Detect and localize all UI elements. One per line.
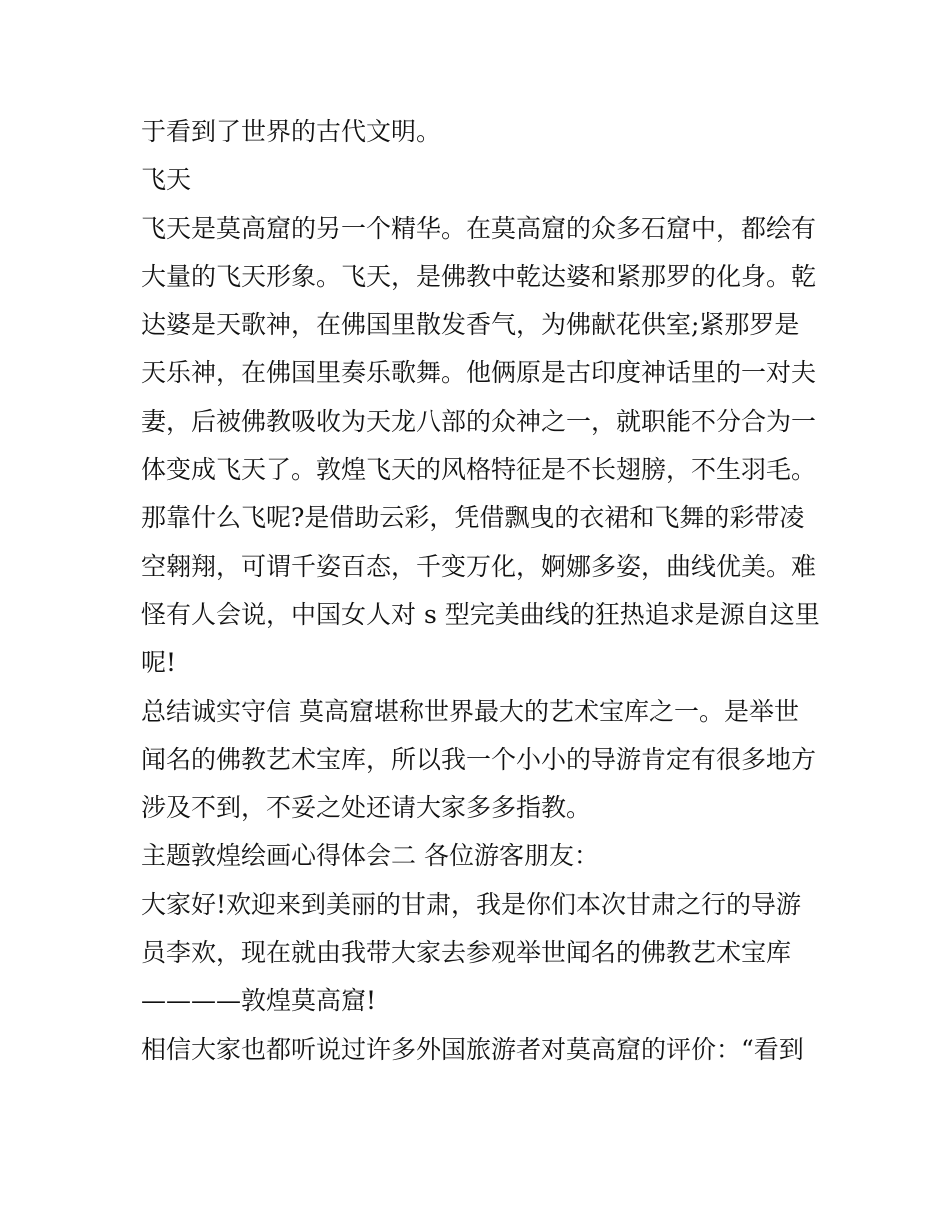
text-line: 大家好!欢迎来到美丽的甘肃，我是你们本次甘肃之行的导游 [141,889,802,919]
text-line: 达婆是天歌神，在佛国里散发香气，为佛献花供室;紧那罗是 [141,310,800,340]
text-line: 于看到了世界的古代文明。 [141,117,442,146]
text-line: 体变成飞天了。敦煌飞天的风格特征是不长翅膀，不生羽毛。 [141,455,817,485]
text-line: 空翱翔，可谓千姿百态，千变万化，婀娜多姿，曲线优美。难 [141,551,817,581]
text-line: ————敦煌莫高窟! [141,986,377,1016]
text-line: 相信大家也都听说过许多外国旅游者对莫高窟的评价：“看到 [141,1034,804,1064]
text-line: 飞天是莫高窟的另一个精华。在莫高窟的众多石窟中，都绘有 [141,213,817,243]
text-line: 怪有人会说，中国女人对 s 型完美曲线的狂热追求是源自这里 [141,599,820,629]
text-line: 闻名的佛教艺术宝库，所以我一个小小的导游肯定有很多地方 [141,744,817,774]
text-line: 呢! [141,648,177,678]
text-line: 总结诚实守信 莫高窟堪称世界最大的艺术宝库之一。是举世 [141,696,799,726]
text-line: 妻，后被佛教吸收为天龙八部的众神之一，就职能不分合为一 [141,406,817,436]
text-line: 员李欢，现在就由我带大家去参观举世闻名的佛教艺术宝库 [141,938,792,968]
text-line: 那靠什么飞呢?是借助云彩，凭借飘曳的衣裙和飞舞的彩带凌 [141,503,805,533]
body-text [141,108,821,1074]
text-line: 主题敦煌绘画心得体会二 各位游客朋友： [141,841,599,871]
text-line: 天乐神，在佛国里奏乐歌舞。他俩原是古印度神话里的一对夫 [141,358,817,388]
text-line: 涉及不到，不妥之处还请大家多多指教。 [141,793,592,823]
text-line: 大量的飞天形象。飞天，是佛教中乾达婆和紧那罗的化身。乾 [141,261,817,291]
section-heading: 飞天 [141,165,192,195]
